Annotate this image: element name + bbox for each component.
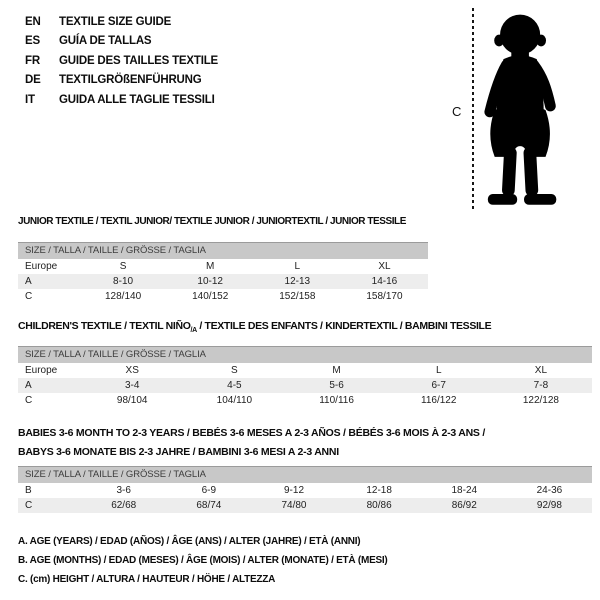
language-code: ES <box>25 35 40 48</box>
table-row <box>18 274 428 289</box>
children-title-sub: /A <box>190 327 197 335</box>
row-label-cell: Europe <box>25 365 58 376</box>
table-cell: 92/98 <box>507 498 592 513</box>
table-row <box>18 363 592 378</box>
footnote-b: B. AGE (MONTHS) / EDAD (MESES) / ÂGE (MOIS) / ALTER (MONATE) / ETÀ (MESI) <box>18 554 388 566</box>
table-cell: 110/116 <box>319 395 354 406</box>
language-code: IT <box>25 93 35 106</box>
table-cell: 6-7 <box>388 378 490 393</box>
row-label-cell: C <box>25 291 33 302</box>
table-cell: 7-8 <box>490 378 592 393</box>
table-cell: 128/140 <box>104 291 142 302</box>
table-cell: 18-24 <box>451 485 478 496</box>
language-title: TEXTILGRÖßENFÜHRUNG <box>59 74 202 87</box>
language-title: TEXTILE SIZE GUIDE <box>59 16 172 28</box>
table-cell: 10-12 <box>167 274 254 289</box>
table-row <box>18 259 428 274</box>
table-cell: S <box>119 261 127 272</box>
language-row <box>25 91 218 110</box>
toddler-silhouette-image <box>481 8 569 208</box>
children-table-title <box>18 320 491 334</box>
children-title-post: / TEXTILE DES ENFANTS / KINDERTEXTIL / BAMBINI TESSILE <box>196 320 492 332</box>
table-row <box>18 498 592 513</box>
table-cell: 12-13 <box>254 274 341 289</box>
right-foot <box>524 194 556 205</box>
row-label-cell: B <box>25 485 32 496</box>
language-title: GUIDA ALLE TAGLIE TESSILI <box>59 93 215 106</box>
row-label-cell: A <box>18 274 80 289</box>
left-leg <box>508 153 510 190</box>
table-cell: 74/80 <box>251 498 336 513</box>
table-row <box>18 378 592 393</box>
language-row <box>25 71 218 90</box>
shorts <box>490 104 550 157</box>
language-title: GUIDE DES TAILLES TEXTILE <box>59 54 218 67</box>
table-cell: 6-9 <box>201 485 217 496</box>
language-row <box>25 52 218 71</box>
table-cell: 104/110 <box>216 395 253 406</box>
babies-title-line2: BABYS 3-6 MONATE BIS 2-3 JAHRE / BAMBINI 3-6 MESI A 2-3 ANNI <box>18 445 339 458</box>
table-cell: 140/152 <box>192 291 229 302</box>
table-cell: S <box>231 365 238 376</box>
table-cell: 4-5 <box>183 378 285 393</box>
size-table-junior <box>18 242 428 304</box>
table-row <box>18 483 592 498</box>
language-row <box>25 13 218 32</box>
table-cell: M <box>332 365 341 376</box>
table-cell: L <box>294 261 301 272</box>
table-cell: 5-6 <box>285 378 387 393</box>
table-cell: 122/128 <box>522 395 559 406</box>
size-table-babies <box>18 466 592 513</box>
table-row <box>18 289 428 304</box>
babies-table-title <box>18 424 485 461</box>
height-measure-dashed-line <box>472 8 474 209</box>
row-label-cell: C <box>18 498 81 513</box>
table-cell: 14-16 <box>341 274 428 289</box>
size-header-bar: SIZE / TALLA / TAILLE / GRÖSSE / TAGLIA <box>18 467 592 484</box>
babies-title-line1: BABIES 3-6 MONTH TO 2-3 YEARS / BEBÉS 3-6 MESES A 2-3 AÑOS / BÉBÉS 3-6 MOIS À 2-3 ANS / <box>18 427 486 439</box>
table-cell: 86/92 <box>422 498 507 513</box>
row-label-cell: C <box>25 395 33 406</box>
row-label-cell: A <box>18 378 81 393</box>
table-cell: 24-36 <box>536 485 563 496</box>
table-cell: M <box>206 261 215 272</box>
table-cell: 152/158 <box>279 291 316 302</box>
right-leg <box>530 153 532 190</box>
size-table-children <box>18 346 592 408</box>
table-cell: 62/68 <box>81 498 166 513</box>
language-code: EN <box>25 16 41 28</box>
size-header-bar: SIZE / TALLA / TAILLE / GRÖSSE / TAGLIA <box>18 347 592 364</box>
language-code: FR <box>25 54 40 67</box>
table-cell: XS <box>125 365 139 376</box>
footnote-c: C. (cm) HEIGHT / ALTURA / HAUTEUR / HÖHE / ALTEZZA <box>18 573 276 585</box>
table-cell: 9-12 <box>283 485 304 496</box>
table-cell: 3-6 <box>116 485 131 496</box>
table-cell: 98/104 <box>116 395 148 406</box>
table-cell: XL <box>534 365 548 376</box>
table-row <box>18 393 592 408</box>
junior-table-title: JUNIOR TEXTILE / TEXTIL JUNIOR/ TEXTILE JUNIOR / JUNIORTEXTIL / JUNIOR TESSILE <box>18 216 406 227</box>
left-foot <box>488 194 517 205</box>
table-cell: 8-10 <box>80 274 167 289</box>
table-cell: XL <box>378 261 391 272</box>
size-header-bar: SIZE / TALLA / TAILLE / GRÖSSE / TAGLIA <box>18 243 428 260</box>
height-measure-label: C <box>452 104 462 119</box>
language-code: DE <box>25 74 41 87</box>
table-cell: 3-4 <box>81 378 183 393</box>
table-cell: 116/122 <box>421 395 457 406</box>
language-title: GUÍA DE TALLAS <box>59 35 152 48</box>
table-cell: 158/170 <box>366 291 403 302</box>
language-list <box>25 13 218 110</box>
row-label-cell: Europe <box>25 261 58 272</box>
table-cell: 68/74 <box>166 498 251 513</box>
table-cell: 80/86 <box>337 498 422 513</box>
table-cell: 12-18 <box>366 485 392 496</box>
footnote-a: A. AGE (YEARS) / EDAD (AÑOS) / ÂGE (ANS) / ALTER (JAHRE) / ETÀ (ANNI) <box>18 536 361 547</box>
language-row <box>25 32 218 51</box>
footnotes <box>18 533 388 589</box>
table-cell: L <box>435 365 442 376</box>
children-title-pre: CHILDREN'S TEXTILE / TEXTIL NIÑO <box>18 320 191 332</box>
